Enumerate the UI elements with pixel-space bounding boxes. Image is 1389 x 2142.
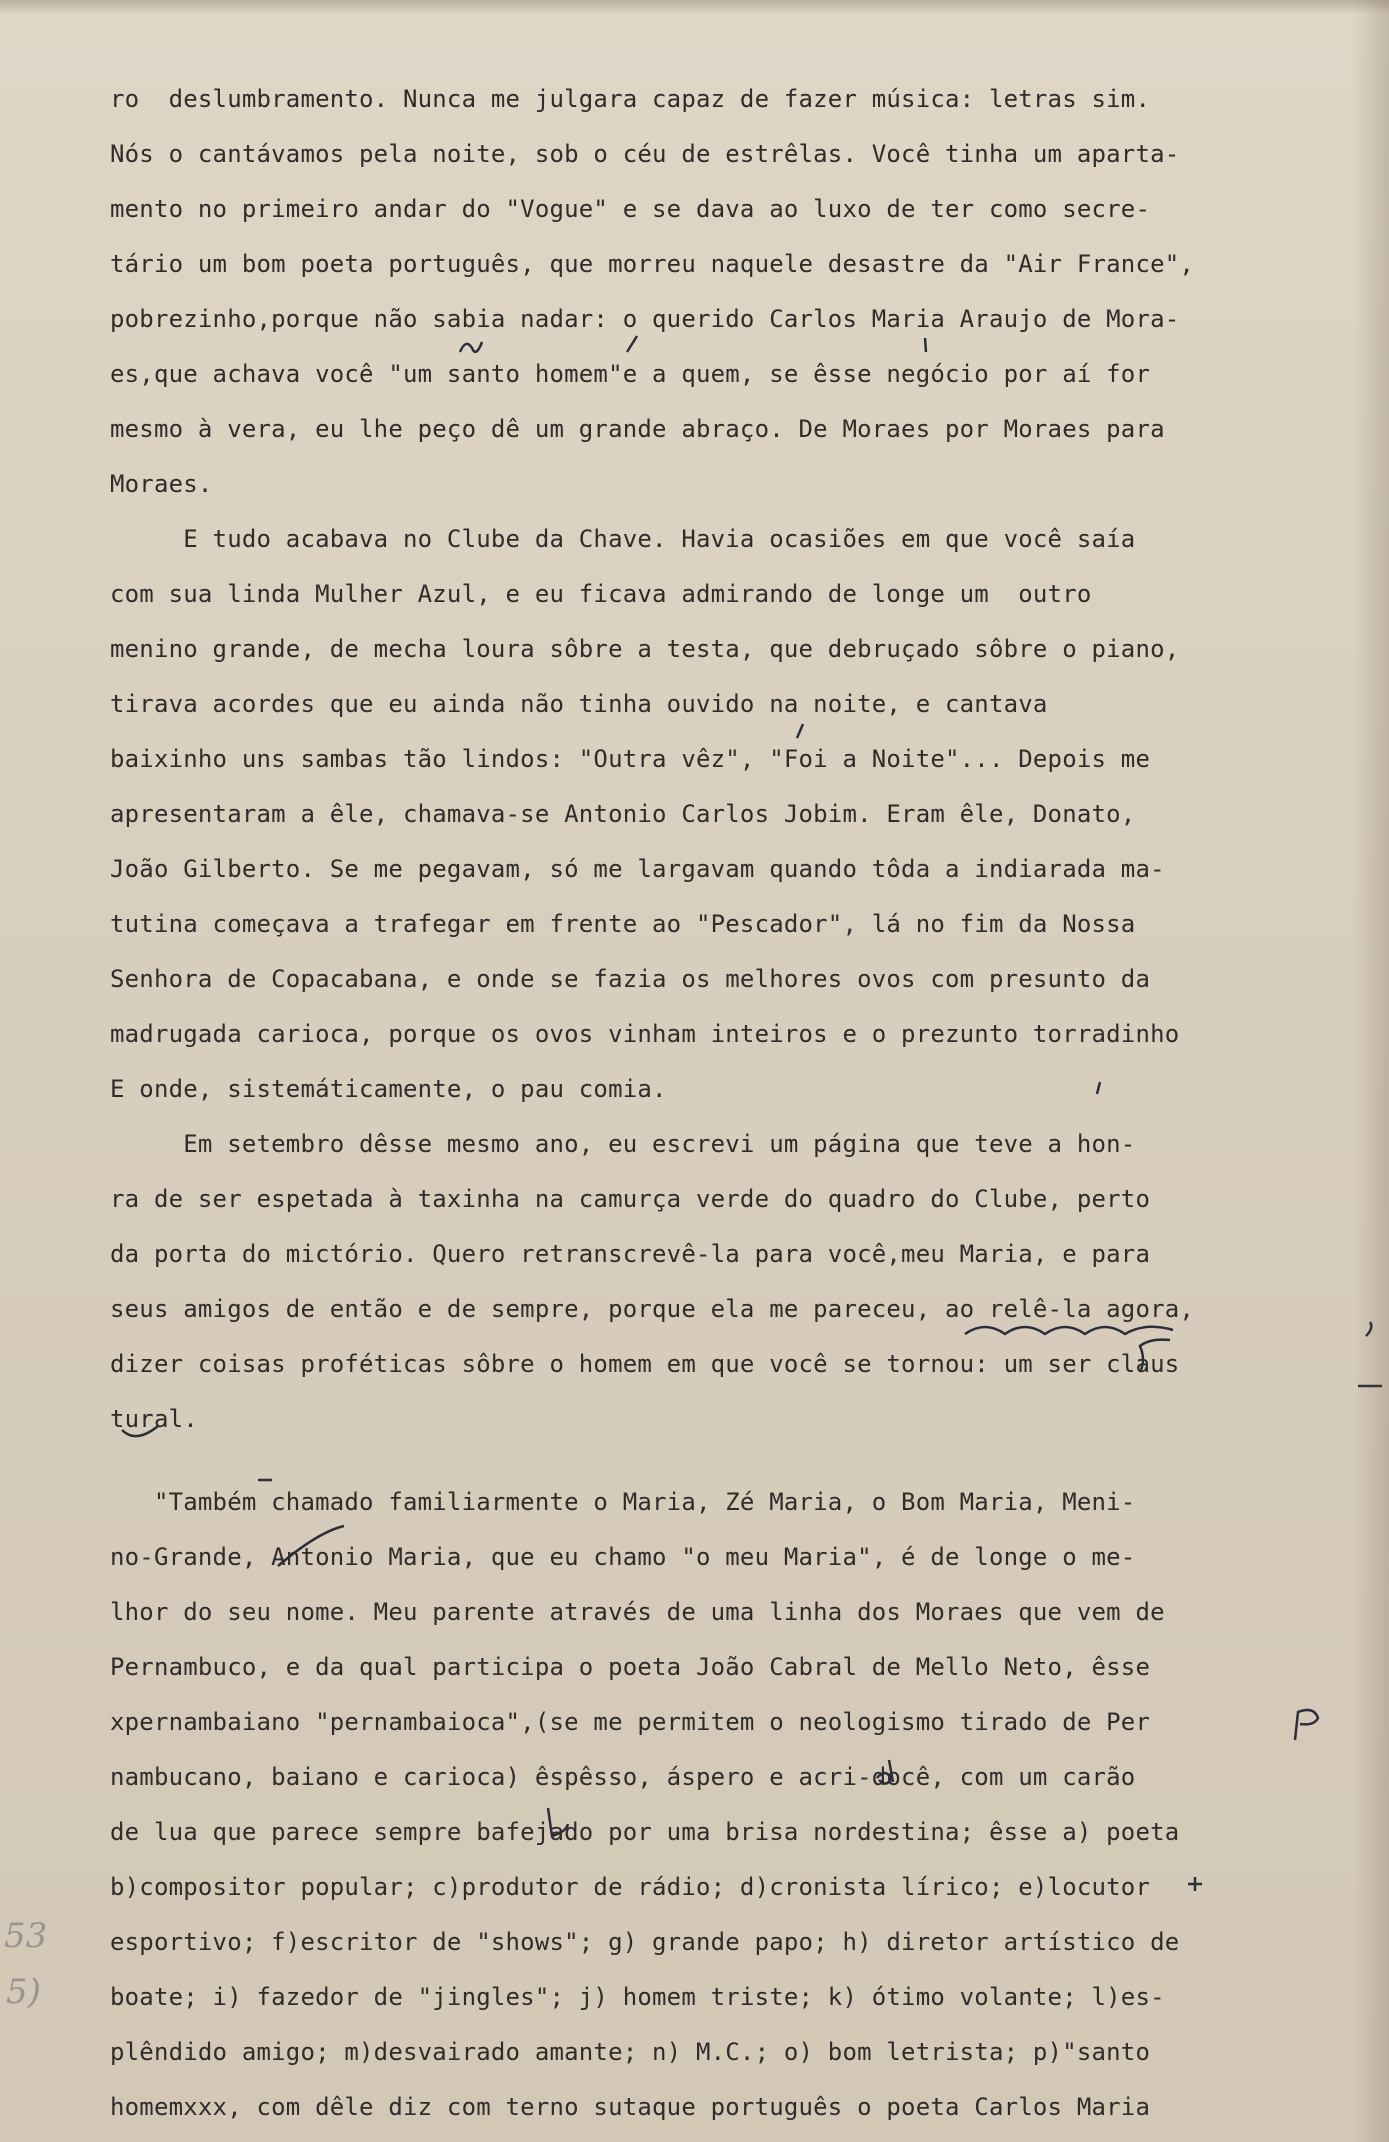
typed-line: xpernambaiano "pernambaioca",(se me permitem o neologismo tirado de Per [110,1708,1151,1736]
typed-line: seus amigos de então e de sempre, porque ela me pareceu, ao relê-la agora, [110,1295,1195,1323]
typed-line: homemxxx, com dêle diz com terno sutaque português o poeta Carlos Maria [110,2093,1151,2121]
typed-line: apresentaram a êle, chamava-se Antonio Carlos Jobim. Eram êle, Donato, [110,800,1136,828]
pen-comma-agora [1366,1322,1371,1336]
typescript-body [110,72,1360,2135]
typed-line: dizer coisas proféticas sôbre o homem em que você se tornou: um ser claus [110,1350,1180,1378]
typed-line: es,que achava você "um santo homem"e a quem, se êsse negócio por aí for [110,360,1151,388]
typed-line: tural. [110,1405,198,1433]
typed-line: tário um bom poeta português, que morreu naquele desastre da "Air France", [110,250,1195,278]
typed-line: madrugada carioca, porque os ovos vinham inteiros e o prezunto torradinho [110,1020,1180,1048]
text-block-quoted-page [110,1475,1360,2135]
typed-line: E tudo acabava no Clube da Chave. Havia ocasiões em que você saía [110,525,1136,553]
typed-line: menino grande, de mecha loura sôbre a testa, que debruçado sôbre o piano, [110,635,1180,663]
typed-line: Moraes. [110,470,213,498]
typed-line: nambucano, baiano e carioca) êspêsso, áspero e acri-docê, com um carão [110,1763,1136,1791]
typed-line: da porta do mictório. Quero retranscrevê-la para você,meu Maria, e para [110,1240,1151,1268]
typed-line: E onde, sistemáticamente, o pau comia. [110,1075,667,1103]
typed-line: mesmo à vera, eu lhe peço dê um grande abraço. De Moraes por Moraes para [110,415,1165,443]
typed-line: João Gilberto. Se me pegavam, só me largavam quando tôda a indiarada ma- [110,855,1165,883]
typed-line: mento no primeiro andar do "Vogue" e se dava ao luxo de ter como secre- [110,195,1151,223]
paragraph-gap [110,1447,1360,1475]
typed-line: boate; i) fazedor de "jingles"; j) homem triste; k) ótimo volante; l)es- [110,1983,1165,2011]
typed-line: Pernambuco, e da qual participa o poeta João Cabral de Mello Neto, êsse [110,1653,1151,1681]
typed-line: de lua que parece sempre bafejado por uma brisa nordestina; êsse a) poeta [110,1818,1180,1846]
typed-line: ro deslumbramento. Nunca me julgara capaz de fazer música: letras sim. [110,85,1151,113]
typed-line: esportivo; f)escritor de "shows"; g) grande papo; h) diretor artístico de [110,1928,1180,1956]
margin-note-pencil-top: 53 [4,1916,48,1956]
margin-note-pencil-bottom: 5) [6,1972,41,2012]
typed-line: tutina começava a trafegar em frente ao "Pescador", lá no fim da Nossa [110,910,1136,938]
typed-line: Nós o cantávamos pela noite, sob o céu de estrêlas. Você tinha um aparta- [110,140,1180,168]
typed-line: ra de ser espetada à taxinha na camurça verde do quadro do Clube, perto [110,1185,1151,1213]
typed-line: plêndido amigo; m)desvairado amante; n) M.C.; o) bom letrista; p)"santo [110,2038,1151,2066]
typed-line: Senhora de Copacabana, e onde se fazia os melhores ovos com presunto da [110,965,1151,993]
typed-line: no-Grande, Antonio Maria, que eu chamo "o meu Maria", é de longe o me- [110,1543,1136,1571]
typed-line: com sua linda Mulher Azul, e eu ficava admirando de longe um outro [110,580,1092,608]
typed-line: b)compositor popular; c)produtor de rádio; d)cronista lírico; e)locutor [110,1873,1151,1901]
typed-line: lhor do seu nome. Meu parente através de uma linha dos Moraes que vem de [110,1598,1165,1626]
typed-line: baixinho uns sambas tão lindos: "Outra vêz", "Foi a Noite"... Depois me [110,745,1151,773]
typed-line: "Também chamado familiarmente o Maria, Zé Maria, o Bom Maria, Meni- [110,1488,1136,1516]
typed-line: pobrezinho,porque não sabia nadar: o querido Carlos Maria Araujo de Mora- [110,305,1180,333]
typed-line: tirava acordes que eu ainda não tinha ouvido na noite, e cantava [110,690,1048,718]
text-block-memoir [110,72,1360,1447]
typed-line: Em setembro dêsse mesmo ano, eu escrevi um página que teve a hon- [110,1130,1136,1158]
